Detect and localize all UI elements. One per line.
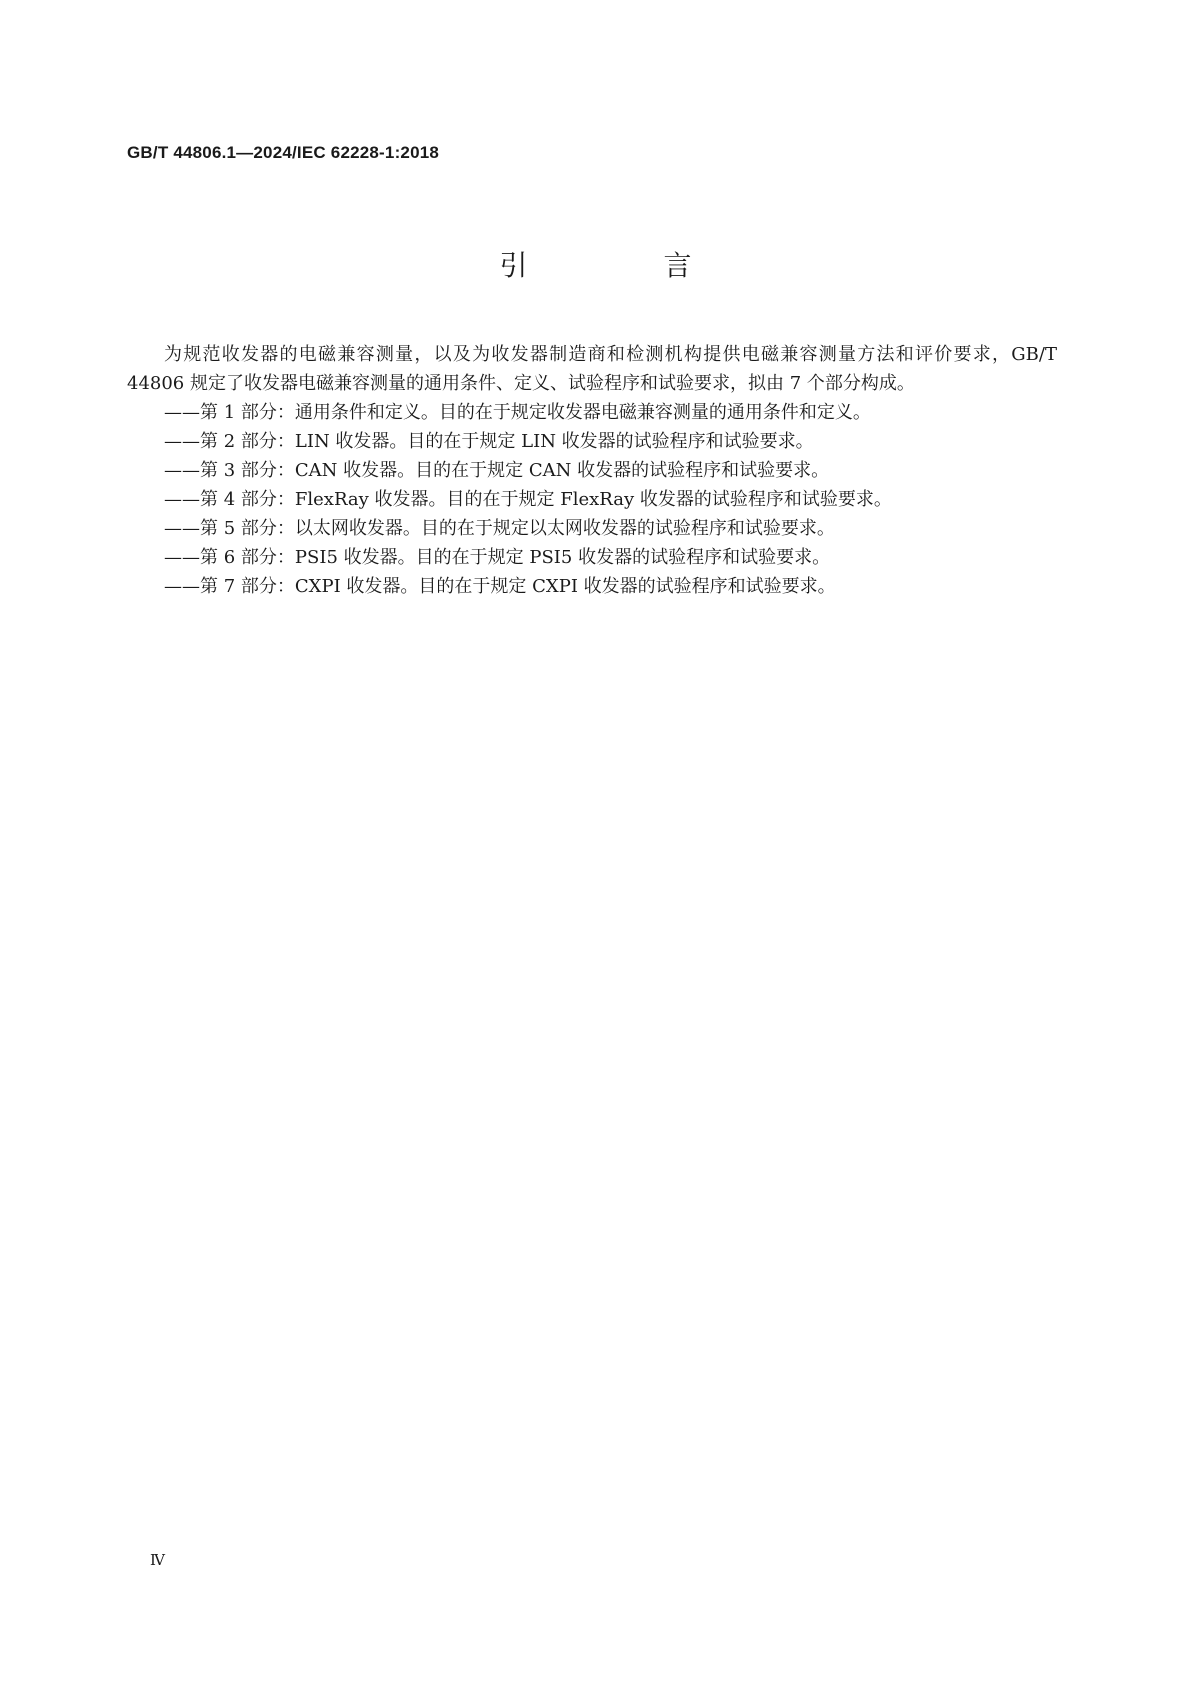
page-number: Ⅳ [150,1551,165,1569]
list-item-part-4: ——第 4 部分：FlexRay 收发器。目的在于规定 FlexRay 收发器的试验程序和试验要求。 [164,489,892,510]
intro-paragraph: 为规范收发器的电磁兼容测量，以及为收发器制造商和检测机构提供电磁兼容测量方法和评价要求，GB/T 44806 规定了收发器电磁兼容测量的通用条件、定义、试验程序和试验要求，拟由 7 个部分构成。 [127,344,1057,394]
list-item-part-6: ——第 6 部分：PSI5 收发器。目的在于规定 PSI5 收发器的试验程序和试验要求。 [164,547,831,568]
list-item-part-1: ——第 1 部分：通用条件和定义。目的在于规定收发器电磁兼容测量的通用条件和定义。 [164,402,871,423]
parts-list [127,398,1057,601]
list-item-part-2: ——第 2 部分：LIN 收发器。目的在于规定 LIN 收发器的试验程序和试验要求。 [164,431,814,452]
section-title: 引 言 [499,249,746,282]
list-item-part-5: ——第 5 部分：以太网收发器。目的在于规定以太网收发器的试验程序和试验要求。 [164,518,835,539]
list-item-part-7: ——第 7 部分：CXPI 收发器。目的在于规定 CXPI 收发器的试验程序和试验要求。 [164,576,836,597]
standard-number-header: GB/T 44806.1—2024/IEC 62228-1:2018 [127,143,440,162]
document-body [127,340,1057,601]
list-item-part-3: ——第 3 部分：CAN 收发器。目的在于规定 CAN 收发器的试验程序和试验要求。 [164,460,830,481]
